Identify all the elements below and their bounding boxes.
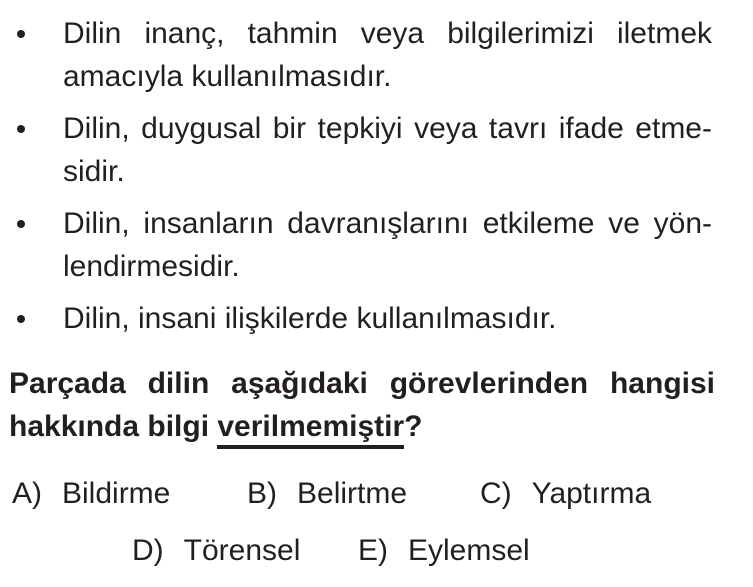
list-item — [63, 107, 712, 193]
question-line — [9, 405, 715, 448]
bullet-icon — [17, 30, 25, 38]
bullet-list — [63, 12, 712, 349]
question-line: Parçada dilin aşağıdaki görevlerinden hangisi — [9, 367, 715, 400]
list-item — [63, 12, 712, 98]
options-row-1 — [0, 472, 753, 515]
option-label: Bildirme — [62, 477, 171, 510]
option-e[interactable] — [358, 529, 530, 572]
option-letter: A) — [12, 477, 42, 510]
question-keyword-underlined: verilmemiştir — [217, 410, 404, 449]
list-item — [63, 202, 712, 288]
option-letter: C) — [480, 477, 512, 510]
option-letter: D) — [132, 534, 164, 567]
option-label: Belirtme — [297, 477, 408, 510]
bullet-text-line: sidir. — [63, 155, 125, 188]
option-d[interactable] — [132, 529, 300, 572]
bullet-text-line: Dilin, insani ilişkilerde kullanılmasıdır. — [63, 302, 557, 335]
bullet-icon — [17, 125, 25, 133]
option-letter: B) — [247, 477, 277, 510]
option-label: Törensel — [183, 534, 301, 567]
option-label: Yaptırma — [531, 477, 652, 510]
bullet-text-line: amacıyla kullanılmasıdır. — [63, 60, 392, 93]
bullet-icon — [17, 315, 25, 323]
bullet-icon — [17, 220, 25, 228]
option-c[interactable] — [480, 472, 651, 515]
options-row-2 — [0, 529, 753, 572]
option-b[interactable] — [247, 472, 407, 515]
question-mark: ? — [404, 410, 423, 443]
question-text: hakkında bilgi — [9, 410, 218, 443]
question-stem — [9, 362, 715, 448]
bullet-text-line: Dilin, insanların davranışlarını etkileme ve yön- — [63, 207, 712, 240]
bullet-text-line: Dilin inanç, tahmin veya bilgilerimizi iletmek — [63, 17, 712, 50]
bullet-text-line: lendirmesidir. — [63, 250, 240, 283]
option-a[interactable] — [12, 472, 170, 515]
list-item — [63, 297, 712, 340]
bullet-text-line: Dilin, duygusal bir tepkiyi veya tavrı ifade etme- — [63, 112, 712, 145]
option-letter: E) — [358, 534, 388, 567]
option-label: Eylemsel — [408, 534, 530, 567]
